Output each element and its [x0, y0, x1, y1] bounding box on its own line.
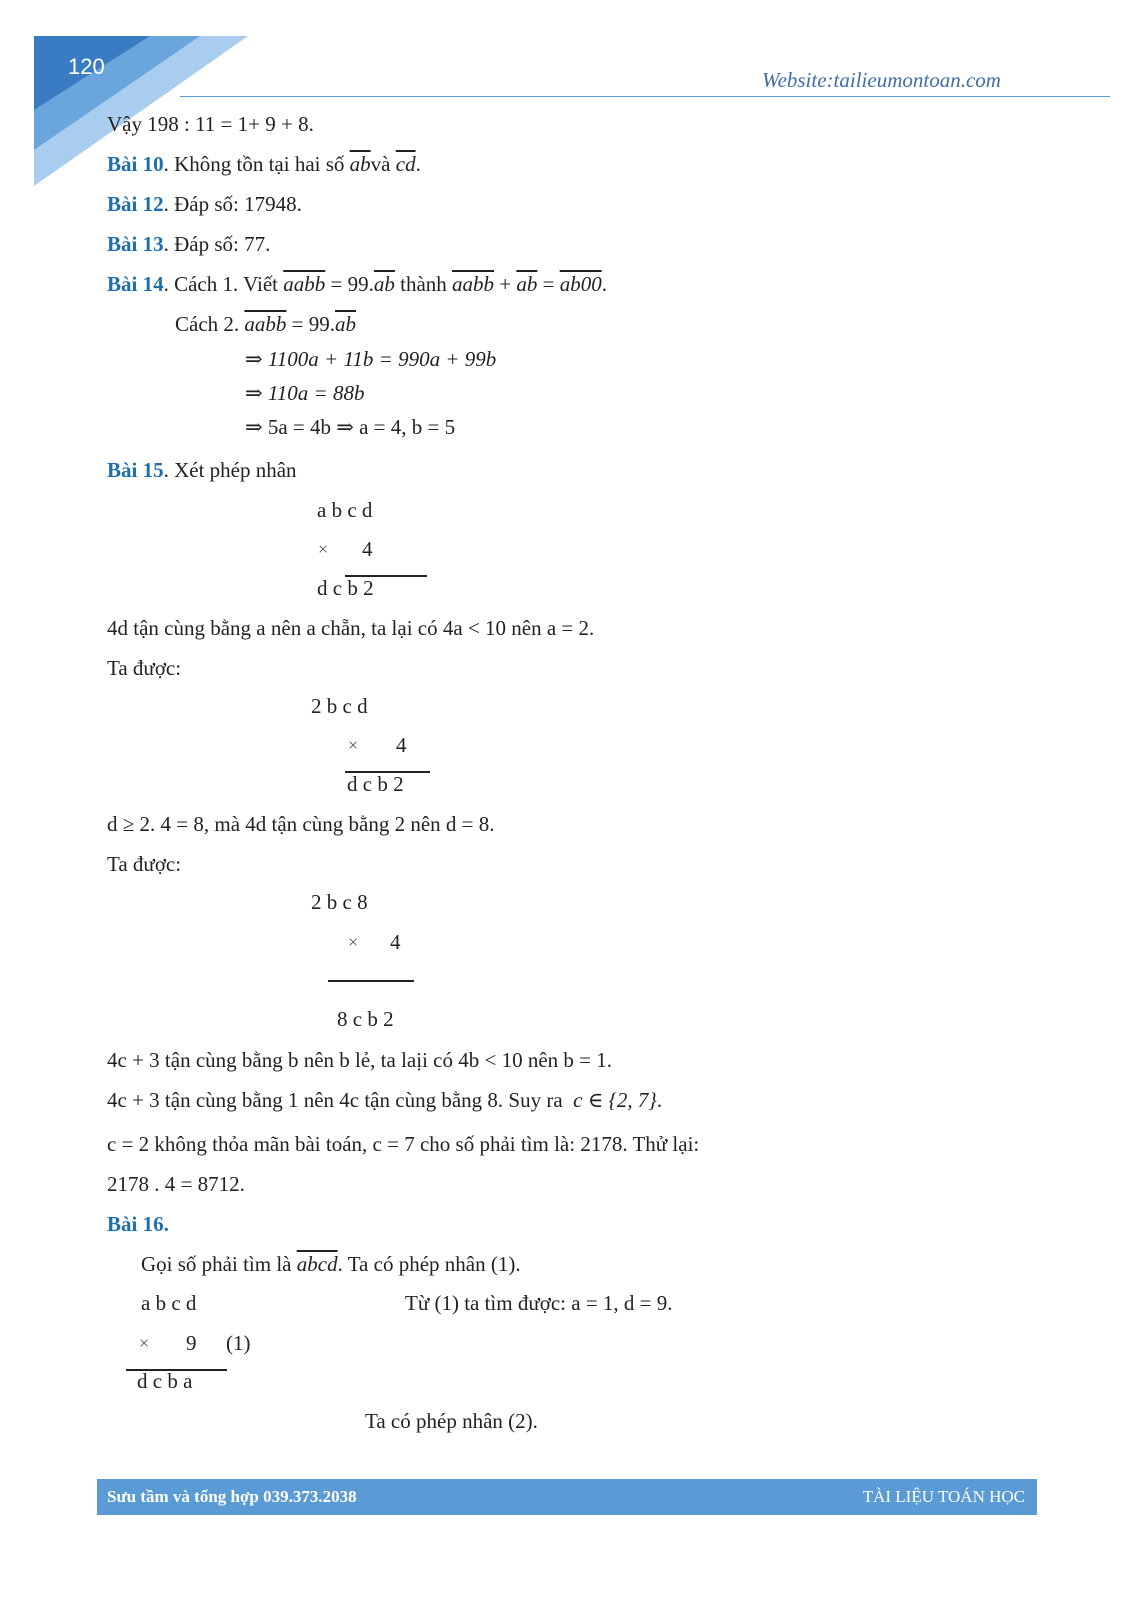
- bai-14-text: . Cách 1. Viết: [163, 272, 279, 296]
- bai-10: [107, 150, 421, 178]
- mult-4-times: ×: [139, 1333, 150, 1353]
- eq: =: [537, 272, 560, 296]
- mult-4-label: (1): [226, 1331, 251, 1355]
- bai-10-text: . Không tồn tại hai số: [163, 152, 345, 176]
- overline-aabb: aabb: [452, 272, 495, 296]
- set-c: c ∈ {2, 7}: [573, 1088, 657, 1112]
- header-rule: [180, 96, 1110, 97]
- overline-abcd: abcd: [296, 1252, 338, 1276]
- para-9: [141, 1250, 521, 1278]
- mult-1-top: a b c d: [317, 498, 373, 522]
- para-10: Ta có phép nhân (2).: [365, 1409, 538, 1433]
- para-5: 4c + 3 tận cùng bằng b nên b lẻ, ta laịi có 4b < 10 nên b = 1.: [107, 1048, 612, 1072]
- mult-4-nine: 9: [186, 1331, 197, 1355]
- mult-2-four: 4: [396, 733, 407, 757]
- overline-ab: $\overline{ab}$: [373, 272, 395, 296]
- bai-12-label: Bài 12: [107, 192, 164, 216]
- mult-3-times: ×: [348, 932, 359, 952]
- period: .: [656, 1088, 663, 1112]
- mult-4-note: Từ (1) ta tìm được: a = 1, d = 9.: [405, 1291, 673, 1315]
- para-2: Ta được:: [107, 656, 182, 680]
- cach-2-step-1: ⇒ 1100a + 11b = 990a + 99b: [245, 347, 497, 371]
- overline-ab: $\overline{ab}$: [335, 312, 356, 336]
- website-url: Website:tailieumontoan.com: [762, 68, 1001, 92]
- bai-13: [107, 230, 270, 258]
- plus: +: [494, 272, 517, 296]
- mult-3-top: 2 b c 8: [311, 890, 368, 914]
- overline-cd: $\overline{cd}$: [395, 152, 416, 176]
- bai-10-label: Bài 10: [107, 152, 164, 176]
- bai-16-label: Bài 16: [107, 1212, 164, 1236]
- para-9-text: Gọi số phải tìm là: [141, 1252, 292, 1276]
- mult-3-rule: [328, 980, 414, 982]
- bai-15-text: . Xét phép nhân: [163, 458, 297, 482]
- cach-2-step-2: ⇒ 110a = 88b: [245, 381, 365, 405]
- line-vay: Vậy 198 : 11 = 1+ 9 + 8.: [107, 112, 314, 136]
- bai-14-label: Bài 14: [107, 272, 164, 296]
- bai-15-label: Bài 15: [107, 458, 164, 482]
- cach-2: [175, 310, 356, 338]
- para-8: 2178 . 4 = 8712.: [107, 1172, 245, 1196]
- word-va: và: [370, 152, 391, 176]
- footer-left: Sưu tầm và tổng hợp 039.373.2038: [107, 1487, 357, 1506]
- overline-ab00: ab00: [559, 272, 602, 296]
- page-number: 120: [68, 54, 105, 79]
- bai-13-text: . Đáp số: 77.: [163, 232, 271, 256]
- bai-14: [107, 270, 607, 298]
- para-6-text: 4c + 3 tận cùng bằng 1 nên 4c tận cùng bằng 8. Suy ra: [107, 1088, 563, 1112]
- eq: = 99.: [286, 312, 335, 336]
- mult-3-bottom: 8 c b 2: [337, 1007, 394, 1031]
- bai-15: [107, 456, 297, 484]
- bai-12: [107, 190, 302, 218]
- overline-aabb: aabb: [244, 312, 287, 336]
- mult-2-bottom: d c b 2: [347, 772, 404, 796]
- footer-right: TÀI LIỆU TOÁN HỌC: [862, 1487, 1025, 1506]
- cach-2-step-3: ⇒ 5a = 4b ⇒ a = 4, b = 5: [245, 415, 456, 439]
- period: .: [163, 1212, 169, 1236]
- footer-bar: [97, 1479, 1037, 1515]
- mult-1-four: 4: [362, 537, 373, 561]
- para-7: c = 2 không thỏa mãn bài toán, c = 7 cho số phải tìm là: 2178. Thử lại:: [107, 1132, 700, 1156]
- mult-3-four: 4: [390, 930, 401, 954]
- overline-ab: $\overline{ab}$: [516, 272, 538, 296]
- cach-2-label: Cách 2.: [175, 312, 240, 336]
- para-9-text-b: . Ta có phép nhân (1).: [337, 1252, 521, 1276]
- overline-aabb: aabb: [283, 272, 326, 296]
- mult-1-bottom: d c b 2: [317, 576, 374, 600]
- mult-1-times: ×: [318, 539, 329, 559]
- para-1: 4d tận cùng bằng a nên a chẵn, ta lại có 4a < 10 nên a = 2.: [107, 616, 595, 640]
- bai-16: [107, 1210, 169, 1238]
- overline-ab: $\overline{ab}$: [349, 152, 371, 176]
- para-3: d ≥ 2. 4 = 8, mà 4d tận cùng bằng 2 nên d = 8.: [107, 812, 495, 836]
- period: .: [415, 152, 421, 176]
- mult-2-times: ×: [348, 735, 359, 755]
- word-thanh: thành: [400, 272, 447, 296]
- mult-4-bottom: d c b a: [137, 1369, 193, 1393]
- bai-12-text: . Đáp số: 17948.: [163, 192, 302, 216]
- bai-13-label: Bài 13: [107, 232, 164, 256]
- para-4: Ta được:: [107, 852, 182, 876]
- mult-4-top: a b c d: [141, 1291, 197, 1315]
- para-6: [107, 1086, 662, 1114]
- period: .: [601, 272, 607, 296]
- eq: = 99.: [325, 272, 374, 296]
- mult-2-top: 2 b c d: [311, 694, 368, 718]
